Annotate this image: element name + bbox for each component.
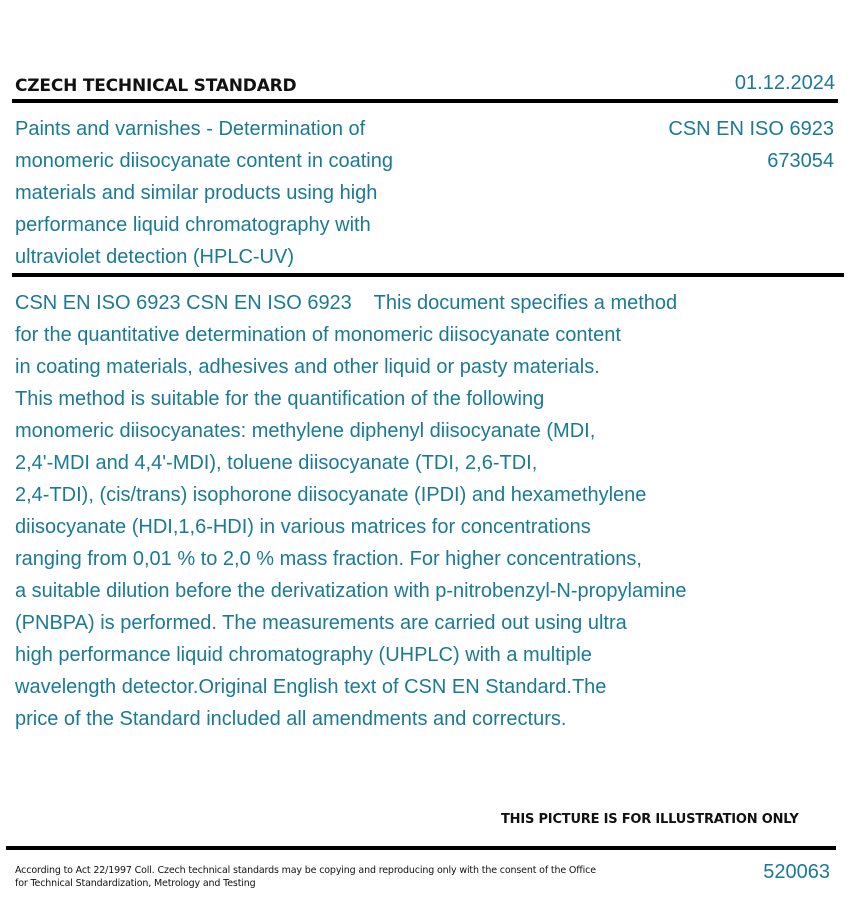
illustration-note: THIS PICTURE IS FOR ILLUSTRATION ONLY [501,812,799,827]
catalog-number: 673054 [767,150,834,172]
description-line: This method is suitable for the quantification of the following [15,388,545,410]
standard-identifiers [668,113,834,177]
description-line: 2,4-TDI), (cis/trans) isophorone diisocyanate (IPDI) and hexamethylene [15,484,647,506]
document-number: 520063 [763,861,830,883]
title-line: Paints and varnishes - Determination of [15,118,366,140]
description-line: (PNBPA) is performed. The measurements are carried out using ultra [15,612,627,634]
legal-notice [15,864,615,890]
title-divider [12,273,844,277]
standard-code: CSN EN ISO 6923 [668,118,834,140]
description-line: wavelength detector.Original English text of CSN EN Standard.The [15,676,607,698]
description-line: monomeric diisocyanates: methylene diphenyl diisocyanate (MDI, [15,420,596,442]
header-divider [12,99,838,103]
standard-description [15,287,845,735]
legal-line: for Technical Standardization, Metrology and Testing [15,878,256,889]
title-line: ultraviolet detection (HPLC-UV) [15,246,294,268]
standard-title [15,113,455,273]
title-line: materials and similar products using high [15,182,378,204]
description-line: high performance liquid chromatography (UHPLC) with a multiple [15,644,592,666]
description-line: CSN EN ISO 6923 CSN EN ISO 6923 This document specifies a method [15,292,678,314]
legal-line: According to Act 22/1997 Coll. Czech technical standards may be copying and reproducing only with the consent of the Office [15,865,596,876]
description-line: diisocyanate (HDI,1,6-HDI) in various matrices for concentrations [15,516,591,538]
header-label: CZECH TECHNICAL STANDARD [15,76,297,96]
publication-date: 01.12.2024 [734,72,835,94]
description-line: price of the Standard included all amendments and correcturs. [15,708,567,730]
description-line: 2,4'-MDI and 4,4'-MDI), toluene diisocyanate (TDI, 2,6-TDI, [15,452,538,474]
footer-divider [6,846,836,850]
title-line: monomeric diisocyanate content in coating [15,150,393,172]
description-line: a suitable dilution before the derivatization with p-nitrobenzyl-N-propylamine [15,580,687,602]
title-line: performance liquid chromatography with [15,214,371,236]
description-line: in coating materials, adhesives and other liquid or pasty materials. [15,356,600,378]
description-line: ranging from 0,01 % to 2,0 % mass fraction. For higher concentrations, [15,548,642,570]
description-line: for the quantitative determination of monomeric diisocyanate content [15,324,621,346]
